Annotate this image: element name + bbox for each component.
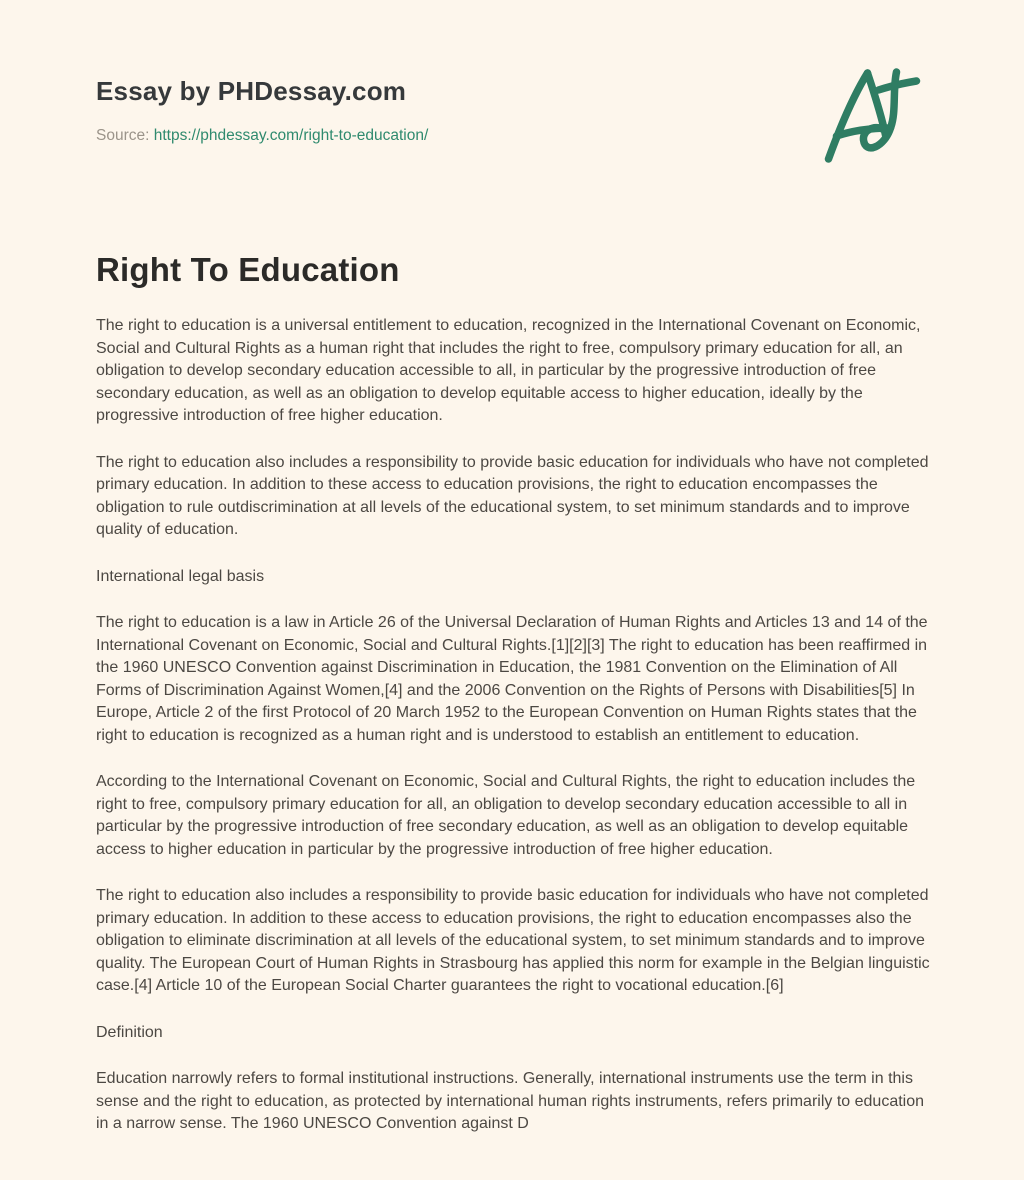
paragraph: The right to education also includes a responsibility to provide basic education for individuals who have not completed primary education. In addition to these access to education provisions, the right to education encompasses the obligation to rule outdiscrimination at all levels of the educational system, to set minimum standards and to improve quality of education.: [96, 453, 929, 538]
source-line: [96, 126, 428, 146]
paragraph: The right to education is a law in Article 26 of the Universal Declaration of Human Rights and Articles 13 and 14 of the International Covenant on Economic, Social and Cultural Rights.[1][2][3] The right to education has been reaffirmed in the 1960 UNESCO Convention against Discrimination in Education, the 1981 Convention on the Elimination of All Forms of Discrimination Against Women,[4] and the 2006 Convention on the Rights of Persons with Disabilities[5] In Europe, Article 2 of the first Protocol of 20 March 1952 to the European Convention on Human Rights states that the right to education is recognized as a human right and is understood to establish an entitlement to education.: [96, 614, 928, 744]
source-label: Source:: [96, 127, 150, 144]
section-heading-definition: Definition: [96, 1023, 163, 1041]
article-title: Right To Education: [96, 251, 400, 288]
paragraph: According to the International Covenant on Economic, Social and Cultural Rights, the right to education includes the right to free, compulsory primary education for all, an obligation to develop secondary education accessible to all in particular by the progressive introduction of free secondary education, as well as an obligation to develop equitable access to higher education in particular by the progressive introduction of free higher education.: [96, 773, 916, 858]
page-header: [96, 0, 934, 173]
a-plus-logo-icon: [824, 68, 930, 173]
source-link[interactable]: https://phdessay.com/right-to-education/: [153, 127, 429, 144]
paragraph: The right to education is a universal entitlement to education, recognized in the International Covenant on Economic, Social and Cultural Rights as a human right that includes the right to free, compulsory primary education for all, an obligation to develop secondary education accessible to all, in particular by the progressive introduction of free secondary education, as well as an obligation to develop equitable access to higher education, ideally by the progressive introduction of free higher education.: [96, 317, 921, 424]
section-heading-international-legal-basis: International legal basis: [96, 567, 265, 585]
header-text-block: [96, 76, 428, 146]
paragraph: Education narrowly refers to formal institutional instructions. Generally, international instruments use the term in this sense and the right to education, as protected by international human rights instruments, refers primarily to education in a narrow sense. The 1960 UNESCO Convention against D: [96, 1070, 925, 1132]
site-title: Essay by PHDessay.com: [96, 76, 407, 106]
paragraph: The right to education also includes a responsibility to provide basic education for individuals who have not completed primary education. In addition to these access to education provisions, the right to education encompasses also the obligation to eliminate discrimination at all levels of the educational system, to set minimum standards and to improve quality. The European Court of Human Rights in Strasbourg has applied this norm for example in the Belgian linguistic case.[4] Article 10 of the European Social Charter guarantees the right to vocational education.[6]: [96, 887, 930, 994]
